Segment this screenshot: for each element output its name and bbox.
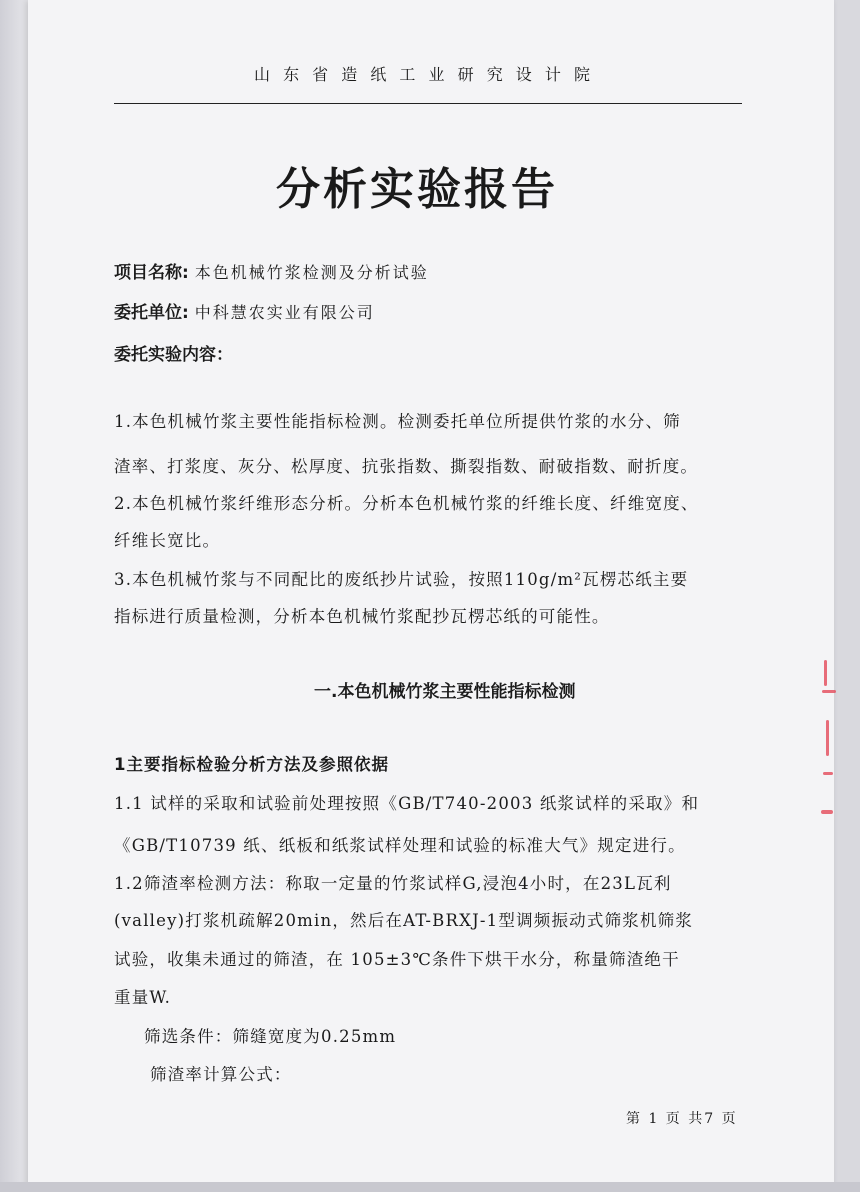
content-label: 委托实验内容	[114, 345, 216, 365]
content-item-3-line-1: 3.本色机械竹浆与不同配比的废纸抄片试验，按照110g/m²瓦楞芯纸主要	[114, 570, 689, 589]
project-value: 本色机械竹浆检测及分析试验	[194, 263, 429, 282]
content-row: 委托实验内容：	[114, 345, 233, 365]
content-item-2-line-1: 2.本色机械竹浆纤维形态分析。分析本色机械竹浆的纤维长度、纤维宽度、	[114, 494, 699, 513]
header-rule	[114, 103, 742, 104]
formula-label: 筛渣率计算公式：	[150, 1065, 292, 1084]
institute-name: 山 东 省 造 纸 工 业 研 究 设 计 院	[254, 65, 594, 84]
para-1-2-line-2: (valley)打浆机疏解20min，然后在AT-BRXJ-1型调频振动式筛浆机筛浆	[114, 911, 694, 930]
client-label: 委托单位	[114, 303, 182, 323]
project-row: 项目名称: 本色机械竹浆检测及分析试验	[114, 263, 429, 283]
content-item-1-line-1: 1.本色机械竹浆主要性能指标检测。检测委托单位所提供竹浆的水分、筛	[114, 412, 681, 431]
project-label: 项目名称	[114, 263, 182, 283]
section-title: 一.本色机械竹浆主要性能指标检测	[314, 682, 576, 702]
section-subtitle: 1主要指标检验分析方法及参照依据	[114, 755, 389, 774]
client-row: 委托单位: 中科慧农实业有限公司	[114, 303, 375, 323]
page-number: 第 1 页 共7 页	[626, 1111, 738, 1127]
content-item-3-line-2: 指标进行质量检测，分析本色机械竹浆配抄瓦楞芯纸的可能性。	[114, 607, 610, 626]
report-title: 分析实验报告	[276, 164, 558, 215]
scan-edge	[0, 1182, 860, 1192]
para-1-2-line-3: 试验，收集未通过的筛渣，在 105±3℃条件下烘干水分，称量筛渣绝干	[114, 950, 680, 969]
screen-condition: 筛选条件：筛缝宽度为0.25mm	[144, 1027, 397, 1046]
content-item-2-line-2: 纤维长宽比。	[114, 531, 221, 550]
red-stamp-mark	[820, 660, 842, 830]
para-1-1-line-2: 《GB/T10739 纸、纸板和纸浆试样处理和试验的标准大气》规定进行。	[114, 836, 686, 855]
content-item-1-line-2: 渣率、打浆度、灰分、松厚度、抗张指数、撕裂指数、耐破指数、耐折度。	[114, 457, 699, 476]
client-value: 中科慧农实业有限公司	[194, 303, 375, 322]
para-1-2-line-1: 1.2筛渣率检测方法：称取一定量的竹浆试样G,浸泡4小时，在23L瓦利	[114, 874, 672, 893]
para-1-2-line-4: 重量W.	[114, 988, 172, 1007]
para-1-1-line-1: 1.1 试样的采取和试验前处理按照《GB/T740-2003 纸浆试样的采取》和	[114, 794, 700, 813]
binding-spine	[0, 0, 28, 1192]
